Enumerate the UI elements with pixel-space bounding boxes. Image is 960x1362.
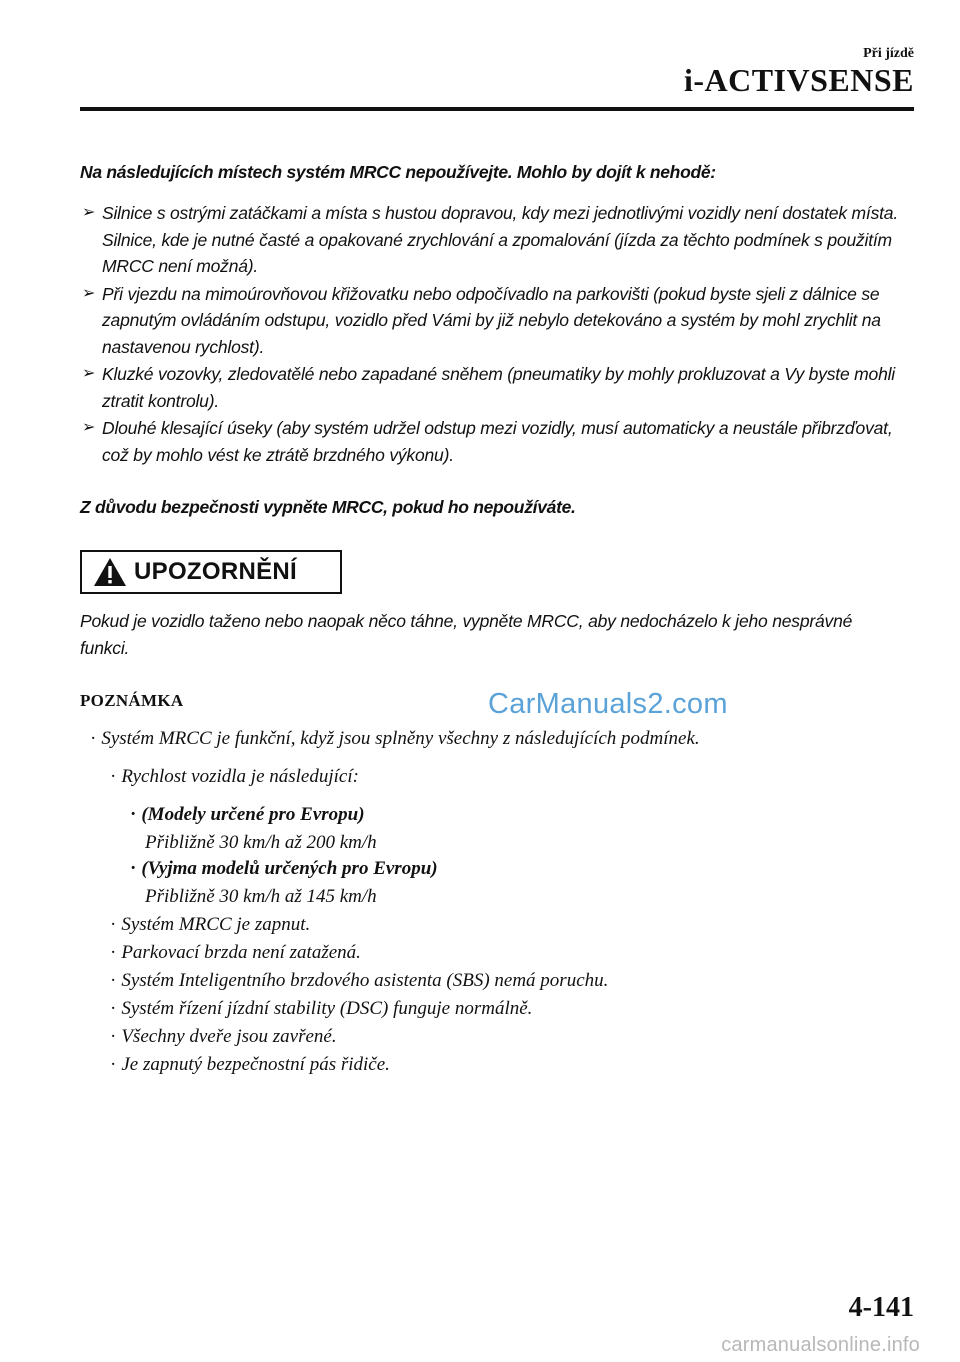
arrow-bullet-icon: ➢ <box>82 365 96 382</box>
list-item: · Všechny dveře jsou zavřené. <box>110 1026 337 1047</box>
list-item: · Je zapnutý bezpečnostní pás řidiče. <box>110 1054 390 1075</box>
site-watermark: carmanualsonline.info <box>721 1334 920 1356</box>
page-number: 4-141 <box>848 1292 914 1323</box>
warning-list <box>80 200 920 469</box>
note-non-europe-value: Přibližně 30 km/h až 145 km/h <box>145 886 377 907</box>
note-speed-heading: · Rychlost vozidla je následující: <box>110 766 359 787</box>
note-europe-label: · (Modely určené pro Evropu) <box>130 804 365 825</box>
caution-box <box>80 550 342 594</box>
watermark: CarManuals2.com <box>488 688 728 720</box>
note-intro: · Systém MRCC je funkční, když jsou splněny všechny z následujících podmínek. <box>90 728 700 749</box>
arrow-bullet-icon: ➢ <box>82 204 96 221</box>
caution-text: Pokud je vozidlo taženo nebo naopak něco táhne, vypněte MRCC, aby nedocházelo k jeho nesprávné funkci. <box>80 611 853 658</box>
list-item: · Parkovací brzda není zatažená. <box>110 942 361 963</box>
caution-label: UPOZORNĚNÍ <box>134 558 298 585</box>
list-item: · Systém MRCC je zapnut. <box>110 914 311 935</box>
chapter-title: i-ACTIVSENSE <box>683 62 914 98</box>
note-non-europe-label: · (Vyjma modelů určených pro Evropu) <box>130 858 438 879</box>
warning-heading: Na následujících místech systém MRCC nepoužívejte. Mohlo by dojít k nehodě: <box>80 162 716 182</box>
note-title: POZNÁMKA <box>80 691 184 710</box>
section-title: Při jízdě <box>863 46 914 61</box>
list-item: ➢ Kluzké vozovky, zledovatělé nebo zapadané sněhem (pneumatiky by mohly prokluzovat a Vy byste mohli ztratit kontrolu). <box>80 361 920 414</box>
list-item: · Systém řízení jízdní stability (DSC) funguje normálně. <box>110 998 533 1019</box>
header-divider <box>80 107 914 111</box>
arrow-bullet-icon: ➢ <box>82 284 96 302</box>
list-item: ➢ Při vjezdu na mimoúrovňovou křižovatku nebo odpočívadlo na parkovišti (pokud byste sjeli z dálnice se zapnutým ovládáním odstupu, vozidlo před Vámi by již nebylo detekováno a systém by mohl zrychlit na nastavenou rychlost). <box>80 281 920 361</box>
list-item: · Systém Inteligentního brzdového asistenta (SBS) nemá poruchu. <box>110 970 609 991</box>
list-item: ➢ Silnice s ostrými zatáčkami a místa s hustou dopravou, kdy mezi jednotlivými vozidly není dostatek místa. Silnice, kde je nutné časté a opakované zrychlování a zpomalování (jízda za těchto podmínek s použitím MRCC není možná). <box>80 200 920 280</box>
warning-triangle-icon <box>92 556 128 588</box>
list-item: ➢ Dlouhé klesající úseky (aby systém udržel odstup mezi vozidly, musí automaticky a neustále přibrzďovat, což by mohlo vést ke ztrátě brzdného výkonu). <box>80 415 920 468</box>
arrow-bullet-icon: ➢ <box>82 419 96 436</box>
warning-closing: Z důvodu bezpečnosti vypněte MRCC, pokud ho nepoužíváte. <box>80 497 576 517</box>
note-europe-value: Přibližně 30 km/h až 200 km/h <box>145 832 377 853</box>
